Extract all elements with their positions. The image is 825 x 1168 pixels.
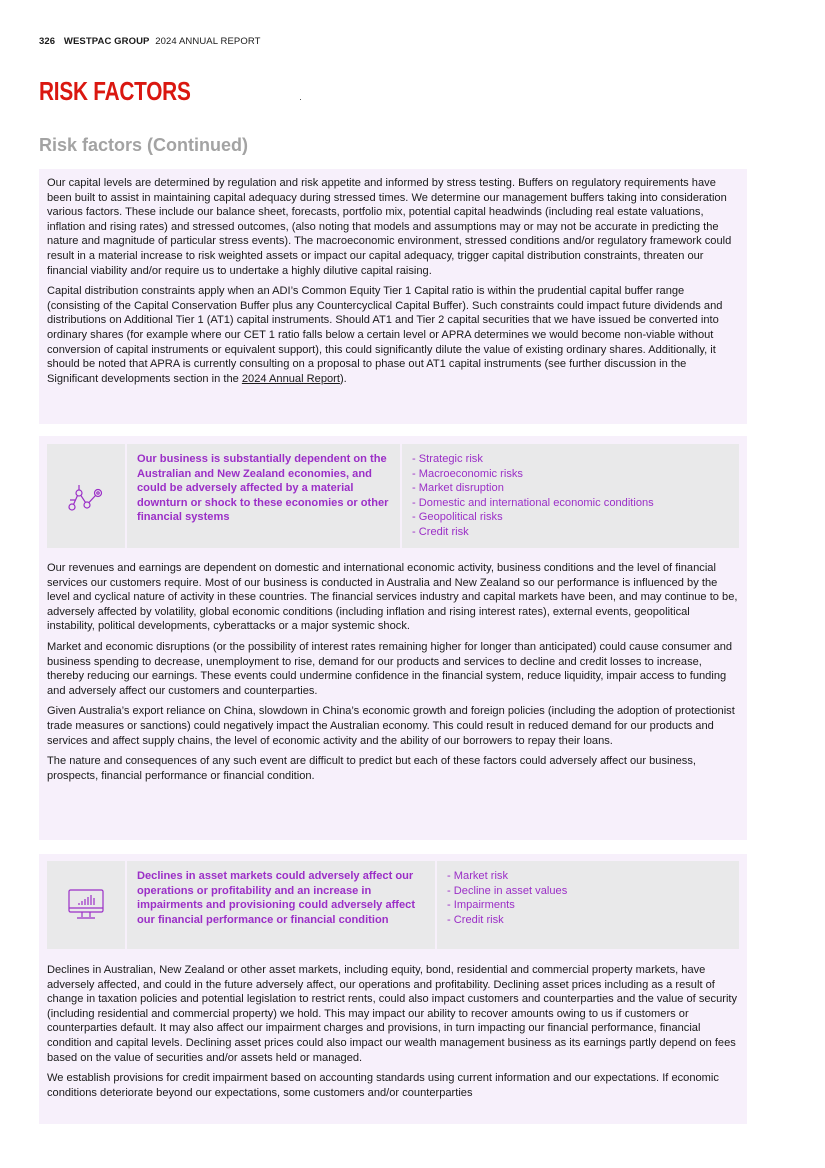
page-subtitle: Risk factors (Continued): [39, 135, 249, 155]
risk-category: - Macroeconomic risks: [412, 467, 523, 480]
risk-category: - Domestic and international economic conditions: [412, 496, 654, 509]
risk-icon-cell: [47, 444, 125, 548]
risk-category: - Credit risk: [447, 913, 504, 926]
stray-dot: [300, 99, 301, 100]
capital-paragraph-2-text: Capital distribution constraints apply when an ADI’s Common Equity Tier 1 Capital ratio is within the prudential capital buffer range (consisting of the Capital Conservation Buffer plus any Countercyclical Capital Buffer). Such constraints could impact future dividends and distributions on Additional Tier 1 (AT1) capital instruments. Should AT1 and Tier 2 capital securities that we have issued be converted into ordinary shares (for example where our CET 1 ratio falls below a certain level or APRA determines we would become non-viable without conversion of capital instruments or equivalent support), this could significantly dilute the value of existing ordinary shares. Additionally, it should be noted that APRA is currently consulting on a proposal to phase out AT1 capital instruments (see further discussion in the Significant developments section in the: [47, 285, 723, 385]
risk-panel-asset-markets: [39, 854, 747, 1124]
risk-category: - Market disruption: [412, 482, 504, 495]
risk-heading-cell: [127, 444, 400, 548]
report-name: 2024 ANNUAL REPORT: [155, 36, 261, 47]
org-name: WESTPAC GROUP: [63, 36, 150, 47]
risk-category: - Market risk: [447, 870, 509, 882]
risk-category: - Impairments: [447, 899, 515, 912]
risk-category: - Geopolitical risks: [412, 511, 503, 524]
risk-heading: Our business is substantially dependent on the Australian and New Zealand economies, and could be adversely affected by a material downturn or shock to these economies or other financial systems: [137, 453, 389, 524]
risk-body: [47, 561, 739, 783]
network-nodes-icon: [66, 476, 106, 516]
risk-panel-economy: [39, 436, 747, 840]
risk-category: - Strategic risk: [412, 453, 483, 465]
capital-paragraph-2-end: ).: [339, 372, 347, 385]
annual-report-link[interactable]: 2024 Annual Report: [241, 372, 340, 385]
monitor-chart-icon: [66, 887, 106, 923]
body-paragraph: Our revenues and earnings are dependent on domestic and international economic activity, business conditions and the level of financial services our customers require. Most of our business is conducted in Australia and New Zealand so our performance is influenced by the level and cyclical nature of activity in these countries. The financial services industry and capital markets have been, and may continue to be, adversely affected by volatility, global economic conditions (including inflation and rising interest rates), external events, geopolitical instability, political developments, cyberattacks or a major systemic shock.: [47, 562, 738, 633]
capital-paragraph-1: Our capital levels are determined by regulation and risk appetite and informed by stress testing. Buffers on regulatory requirements have been built to assist in maintaining capital adequacy during stressed times. We determine our management buffers taking into consideration various factors. These include our balance sheet, forecasts, portfolio mix, potential capital headwinds (including real estate valuations, inflation and rising rates) and stressed outcomes, (also noting that models and assumptions may or may not be accurate in predicting the nature and magnitude of particular stress events). The macroeconomic environment, stressed conditions and/or regulatory framework could result in a material increase to risk weighted assets or impact our capital adequacy, trigger capital distribution constraints, threaten our financial viability and/or require us to undertake a highly dilutive capital raising.: [47, 177, 732, 277]
capital-paragraph-2: [47, 284, 739, 386]
page-header: [39, 36, 261, 47]
risk-categories: [437, 861, 739, 949]
page-number: 326: [39, 36, 56, 47]
risk-box-asset-markets: [47, 861, 739, 949]
risk-category: - Credit risk: [412, 525, 469, 538]
body-paragraph: Given Australia’s export reliance on China, slowdown in China’s economic growth and foreign policies (including the adoption of protectionist trade measures or sanctions) could negatively impact the Australian economy. This could result in reduced demand for our products and services and affect supply chains, the level of economic activity and the ability of our borrowers to repay their loans.: [47, 705, 735, 747]
body-paragraph: Market and economic disruptions (or the possibility of interest rates remaining higher for longer than anticipated) could cause consumer and business spending to decrease, unemployment to rise, demand for our products and services to decline and credit losses to increase, thereby reducing our earnings. These events could undermine confidence in the financial system, reduce liquidity, impair access to funding and adversely affect our customers and counterparties.: [47, 640, 733, 697]
body-paragraph: The nature and consequences of any such event are difficult to predict but each of these factors could adversely affect our business, prospects, financial performance or financial condition.: [47, 755, 696, 782]
section-title: RISK FACTORS: [39, 76, 191, 106]
risk-box-economy: [47, 444, 739, 548]
risk-category: - Decline in asset values: [447, 884, 568, 897]
risk-categories: [402, 444, 739, 548]
body-paragraph: We establish provisions for credit impairment based on accounting standards using current information and our expectations. If economic conditions deteriorate beyond our expectations, some customers and/or counterparties: [47, 1072, 719, 1099]
risk-heading-cell: [127, 861, 435, 949]
risk-body: [47, 963, 739, 1100]
risk-icon-cell: [47, 861, 125, 949]
risk-heading: Declines in asset markets could adversely affect our operations or profitability and an increase in impairments and provisioning could adversely affect our financial performance or financial condition: [137, 870, 416, 926]
capital-panel: [39, 169, 747, 424]
body-paragraph: Declines in Australian, New Zealand or other asset markets, including equity, bond, residential and commercial property markets, have adversely affected, and could in the future adversely affect, our operations and profitability. Declining asset prices including as a result of change in taxation policies and potential legislation to restrict rents, could also impact customers and counterparties and the value of security (including residential and commercial property) we hold. This may impact our ability to recover amounts owing to us if customers or counterparties default. It may also affect our impairment charges and provisions, in turn impacting our financial performance, financial condition and capital levels. Declining asset prices could also impact our wealth management business as its earnings partly depend on fees based on the value of securities and/or assets held or managed.: [47, 964, 738, 1064]
